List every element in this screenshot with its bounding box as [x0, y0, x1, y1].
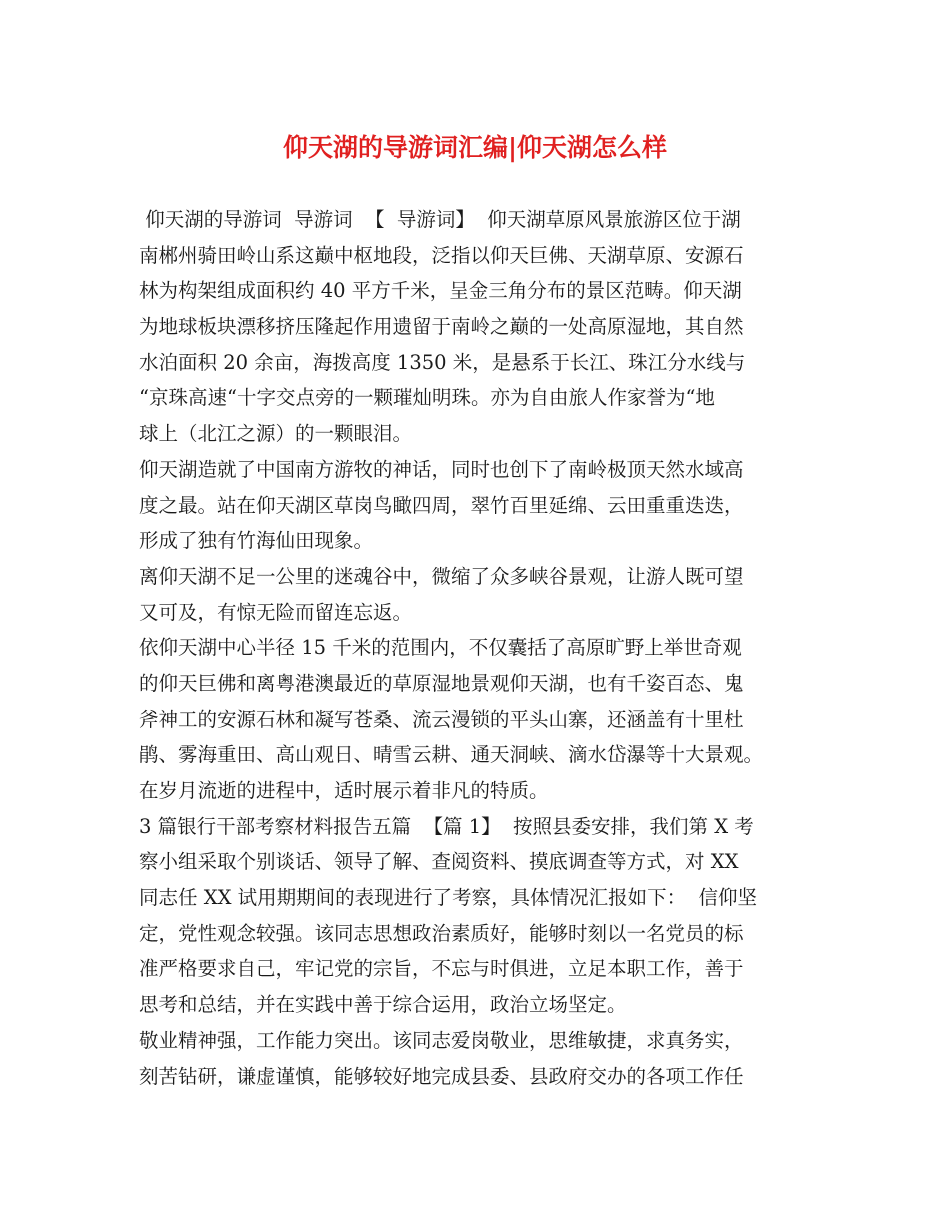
body-line: 的仰天巨佛和离粤港澳最近的草原湿地景观仰天湖，也有千姿百态、鬼	[139, 671, 744, 695]
body-line: “京珠高速“十字交点旁的一颗璀灿明珠。亦为自由旅人作家誉为“地	[139, 386, 715, 410]
body-line: 度之最。站在仰天湖区草岗鸟瞰四周，翠竹百里延绵、云田重重迭迭，	[139, 493, 744, 517]
body-line: 斧神工的安源石林和凝写苍桑、流云漫锁的平头山寨，还涵盖有十里杜	[139, 707, 744, 731]
document-body	[139, 202, 819, 1094]
body-line: 林为构架组成面积约 40 平方千米，呈金三角分布的景区范畴。仰天湖	[139, 279, 742, 303]
body-line: 又可及，有惊无险而留连忘返。	[139, 600, 413, 624]
body-line: 南郴州骑田岭山系这巅中枢地段，泛指以仰天巨佛、天湖草原、安源石	[139, 243, 744, 267]
body-line: 依仰天湖中心半径 15 千米的范围内，不仅囊括了高原旷野上举世奇观	[139, 636, 742, 660]
body-line: 敬业精神强，工作能力突出。该同志爱岗敬业，思维敏捷，求真务实，	[139, 1028, 744, 1052]
body-line: 思考和总结，并在实践中善于综合运用，政治立场坚定。	[139, 993, 627, 1017]
body-line: 同志任 XX 试用期期间的表现进行了考察，具体情况汇报如下： 信仰坚	[139, 886, 758, 910]
body-line: 察小组采取个别谈话、领导了解、查阅资料、摸底调查等方式，对 XX	[139, 850, 739, 874]
body-line: 仰天湖的导游词 导游词 【 导游词】 仰天湖草原风景旅游区位于湖	[139, 208, 741, 231]
body-line: 准严格要求自己，牢记党的宗旨，不忘与时俱进，立足本职工作，善于	[139, 957, 744, 981]
body-line: 为地球板块漂移挤压隆起作用遗留于南岭之巅的一处高原湿地，其自然	[139, 315, 744, 339]
body-line: 仰天湖造就了中国南方游牧的神话，同时也创下了南岭极顶天然水域高	[139, 457, 744, 481]
body-line: 形成了独有竹海仙田现象。	[139, 529, 374, 553]
body-line: 在岁月流逝的进程中，适时展示着非凡的特质。	[139, 779, 549, 802]
body-line: 球上（北江之源）的一颗眼泪。	[139, 422, 413, 446]
document-title: 仰天湖的导游词汇编|仰天湖怎么样	[282, 133, 668, 162]
body-line: 鹃、雾海重田、高山观日、晴雪云耕、通天洞峡、滴水岱瀑等十大景观。	[139, 743, 764, 767]
body-line: 离仰天湖不足一公里的迷魂谷中，微缩了众多峡谷景观，让游人既可望	[139, 564, 744, 588]
body-line: 3 篇银行干部考察材料报告五篇 【篇 1】 按照县委安排，我们第 X 考	[139, 814, 754, 838]
body-line: 水泊面积 20 余亩，海拨高度 1350 米，是悬系于长江、珠江分水线与	[139, 350, 746, 374]
body-line: 刻苦钻研，谦虚谨慎，能够较好地完成县委、县政府交办的各项工作任	[139, 1064, 744, 1088]
body-line: 定，党性观念较强。该同志思想政治素质好，能够时刻以一名党员的标	[139, 921, 744, 945]
